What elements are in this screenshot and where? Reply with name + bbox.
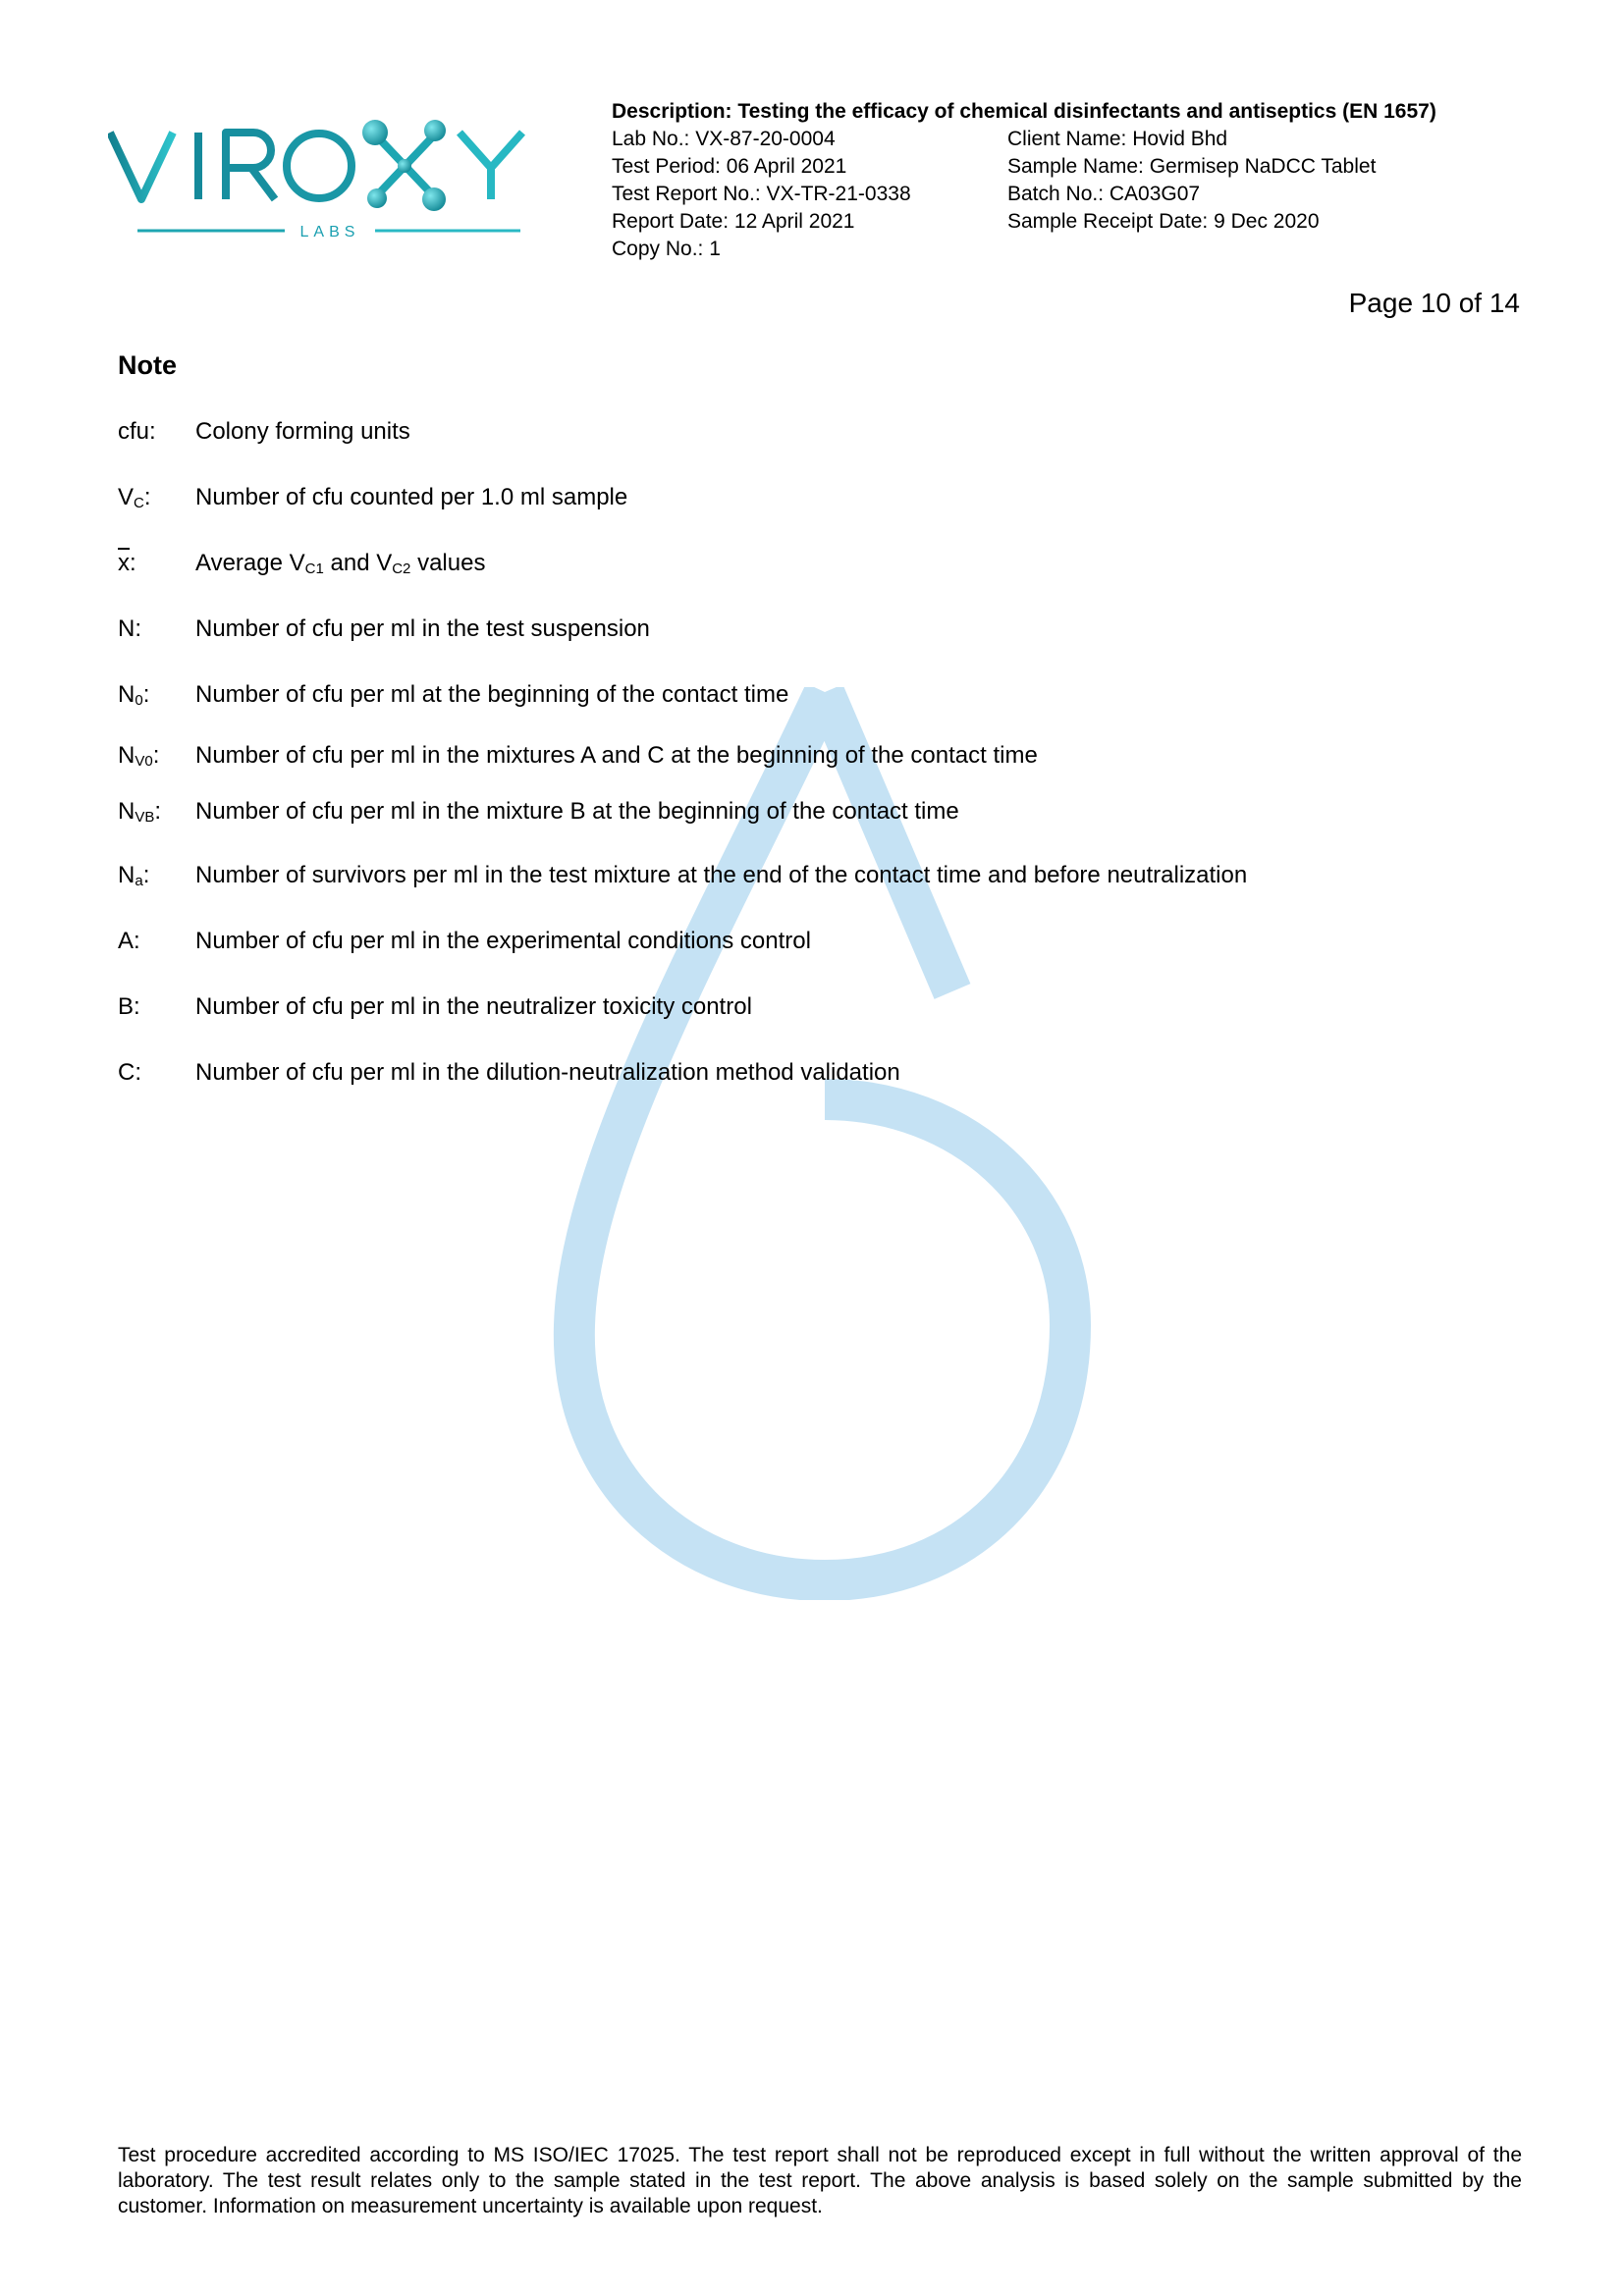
description: Description: Testing the efficacy of chemical disinfectants and antiseptics (EN 1657) <box>612 100 1436 123</box>
definition-text: Number of cfu per ml in the mixture B at the beginning of the contact time <box>195 798 959 825</box>
sample-receipt-date: Sample Receipt Date: 9 Dec 2020 <box>1007 210 1320 233</box>
definition-text: Number of cfu per ml in the dilution-neutralization method validation <box>195 1059 900 1086</box>
definition-text: Number of cfu per ml in the experimental conditions control <box>195 928 811 954</box>
definition-term: B: <box>118 993 140 1020</box>
definition-term: $N_a$: <box>118 862 150 889</box>
client-name: Client Name: Hovid Bhd <box>1007 128 1228 150</box>
definition-item <box>118 1059 900 1087</box>
test-report-no: Test Report No.: VX-TR-21-0338 <box>612 183 911 205</box>
definition-item <box>118 798 959 826</box>
definition-term: $N_{V0}$: <box>118 742 160 770</box>
definition-item <box>118 862 1247 889</box>
page-number: Page 10 of 14 <box>1348 288 1520 318</box>
report-header <box>612 98 1436 263</box>
definition-term: $N_0$: <box>118 681 150 709</box>
note-title: Note <box>118 350 177 380</box>
definition-term: C: <box>118 1059 141 1086</box>
footer-disclaimer: Test procedure accredited according to MS ISO/IEC 17025. The test report shall not be reproduced except in full without the written approval of the laboratory. The test result relates only to the sample stated in the test report. The above analysis is based solely on the sample submitted by the customer. Information on measurement uncertainty is available upon request. <box>118 2144 1522 2217</box>
report-date: Report Date: 12 April 2021 <box>612 210 855 233</box>
batch-no: Batch No.: CA03G07 <box>1007 183 1201 205</box>
definition-text: Average $V_{C1}$ and $V_{C2}$ values <box>195 550 486 577</box>
definition-text: Colony forming units <box>195 418 410 445</box>
definition-item <box>118 418 410 446</box>
definition-item <box>118 681 788 709</box>
lab-no: Lab No.: VX-87-20-0004 <box>612 128 836 150</box>
definition-item <box>118 615 650 643</box>
definition-item <box>118 484 627 511</box>
definition-term: N: <box>118 615 141 642</box>
definition-text: Number of cfu counted per 1.0 ml sample <box>195 484 628 510</box>
copy-no: Copy No.: 1 <box>612 238 721 260</box>
definition-term: $N_{VB}$: <box>118 798 162 826</box>
definition-term: cfu: <box>118 418 156 445</box>
definition-term: $V_C$: <box>118 484 151 511</box>
definition-term: $\overline{x}$: <box>118 550 136 576</box>
sample-name: Sample Name: Germisep NaDCC Tablet <box>1007 155 1377 178</box>
definition-text: Number of cfu per ml in the neutralizer toxicity control <box>195 993 752 1020</box>
test-period: Test Period: 06 April 2021 <box>612 155 847 178</box>
definition-item <box>118 742 1038 770</box>
definition-text: Number of cfu per ml at the beginning of the contact time <box>195 681 789 708</box>
definition-item <box>118 550 485 577</box>
definition-text: Number of cfu per ml in the test suspension <box>195 615 650 642</box>
definition-text: Number of survivors per ml in the test mixture at the end of the contact time and before neutralization <box>195 862 1248 888</box>
definition-text: Number of cfu per ml in the mixtures A and C at the beginning of the contact time <box>195 742 1038 769</box>
viroxy-labs-logo <box>108 103 550 240</box>
definition-item <box>118 993 752 1021</box>
logo-subtitle: LABS <box>299 224 360 240</box>
definition-term: A: <box>118 928 140 954</box>
definition-item <box>118 928 811 955</box>
